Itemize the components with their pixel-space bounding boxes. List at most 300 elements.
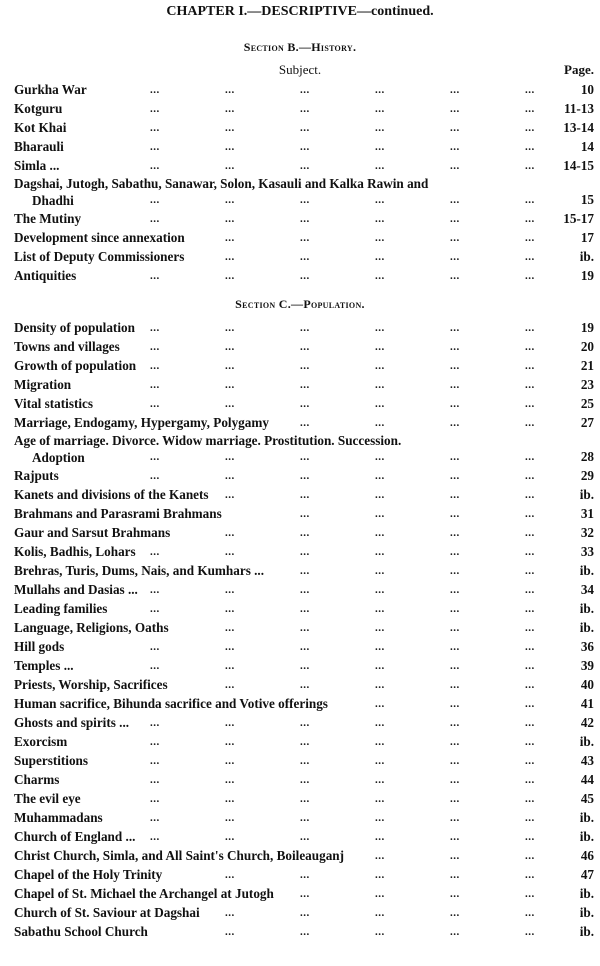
dot-leader [14, 449, 594, 466]
dot-leader [14, 791, 594, 808]
leader-dots: ... [300, 141, 310, 153]
entry-page-number: ib. [579, 620, 594, 635]
leader-dots: ... [300, 812, 310, 824]
entry-title: Age of marriage. Divorce. Widow marriage. Prostitution. Succession. [14, 433, 402, 448]
toc-entry [14, 80, 594, 99]
leader-dots: ... [450, 398, 460, 410]
entry-title: Simla ... [14, 158, 60, 173]
leader-dots: ... [150, 812, 160, 824]
leader-dots: ... [150, 122, 160, 134]
leader-dots: ... [450, 232, 460, 244]
leader-dots: ... [375, 122, 385, 134]
dot-leader [14, 468, 594, 485]
leader-dots: ... [300, 736, 310, 748]
entry-title: The evil eye [14, 791, 81, 806]
leader-dots: ... [225, 213, 235, 225]
leader-dots: ... [525, 717, 535, 729]
leader-dots: ... [375, 360, 385, 372]
entry-page-number: 32 [580, 525, 594, 540]
leader-dots: ... [525, 270, 535, 282]
leader-dots: ... [375, 470, 385, 482]
entry-page-number: 20 [580, 339, 594, 354]
leader-dots: ... [450, 812, 460, 824]
leader-dots: ... [375, 84, 385, 96]
toc-entry [14, 523, 594, 542]
leader-dots: ... [375, 508, 385, 520]
leader-dots: ... [225, 736, 235, 748]
entry-page-number: 33 [580, 544, 594, 559]
entry-title: Kolis, Badhis, Lohars [14, 544, 136, 559]
leader-dots: ... [450, 322, 460, 334]
leader-dots: ... [375, 641, 385, 653]
leader-dots: ... [300, 888, 310, 900]
leader-dots: ... [225, 84, 235, 96]
entry-page-number: 42 [580, 715, 594, 730]
leader-dots: ... [450, 641, 460, 653]
leader-dots: ... [300, 398, 310, 410]
leader-dots: ... [525, 379, 535, 391]
leader-dots: ... [375, 527, 385, 539]
leader-dots: ... [300, 926, 310, 938]
entry-title-continuation: Dhadhi [32, 193, 74, 208]
leader-dots: ... [450, 679, 460, 691]
leader-dots: ... [150, 194, 160, 206]
leader-dots: ... [150, 160, 160, 172]
leader-dots: ... [375, 907, 385, 919]
leader-dots: ... [450, 850, 460, 862]
entry-title: Density of population [14, 320, 135, 335]
leader-dots: ... [225, 717, 235, 729]
toc-entry [14, 884, 594, 903]
entry-page-number: 15 [580, 192, 594, 207]
entry-page-number: 39 [580, 658, 594, 673]
leader-dots: ... [525, 546, 535, 558]
leader-dots: ... [150, 213, 160, 225]
dot-leader [14, 734, 594, 751]
toc-entry [14, 228, 594, 247]
leader-dots: ... [225, 774, 235, 786]
toc-entry [14, 637, 594, 656]
leader-dots: ... [450, 270, 460, 282]
leader-dots: ... [150, 470, 160, 482]
leader-dots: ... [225, 160, 235, 172]
leader-dots: ... [525, 622, 535, 634]
entry-page-number: ib. [579, 563, 594, 578]
leader-dots: ... [375, 850, 385, 862]
entry-title: Antiquities [14, 268, 77, 283]
dot-leader [14, 772, 594, 789]
leader-dots: ... [150, 341, 160, 353]
leader-dots: ... [450, 565, 460, 577]
leader-dots: ... [300, 622, 310, 634]
leader-dots: ... [450, 508, 460, 520]
leader-dots: ... [225, 926, 235, 938]
entry-title: Bharauli [14, 139, 64, 154]
leader-dots: ... [225, 641, 235, 653]
toc-entry [14, 466, 594, 485]
leader-dots: ... [150, 603, 160, 615]
dot-leader [14, 753, 594, 770]
entry-page-number: 45 [580, 791, 594, 806]
entry-page-number: 19 [580, 320, 594, 335]
entry-page-number: 43 [580, 753, 594, 768]
toc-entry [14, 770, 594, 789]
entry-title: Vital statistics [14, 396, 93, 411]
leader-dots: ... [300, 774, 310, 786]
entry-title: Growth of population [14, 358, 137, 373]
dot-leader [14, 158, 594, 175]
entry-title: Superstitions [14, 753, 89, 768]
leader-dots: ... [450, 584, 460, 596]
leader-dots: ... [300, 508, 310, 520]
leader-dots: ... [300, 831, 310, 843]
entry-page-number: 34 [580, 582, 594, 597]
toc-entry [14, 732, 594, 751]
leader-dots: ... [375, 546, 385, 558]
dot-leader [14, 639, 594, 656]
leader-dots: ... [375, 322, 385, 334]
toc-entry [14, 337, 594, 356]
leader-dots: ... [450, 360, 460, 372]
leader-dots: ... [375, 565, 385, 577]
leader-dots: ... [450, 341, 460, 353]
leader-dots: ... [525, 698, 535, 710]
leader-dots: ... [375, 251, 385, 263]
leader-dots: ... [450, 831, 460, 843]
leader-dots: ... [300, 251, 310, 263]
leader-dots: ... [525, 213, 535, 225]
leader-dots: ... [150, 360, 160, 372]
leader-dots: ... [150, 831, 160, 843]
leader-dots: ... [225, 489, 235, 501]
entry-page-number: ib. [579, 905, 594, 920]
toc-entry [14, 789, 594, 808]
leader-dots: ... [300, 793, 310, 805]
leader-dots: ... [375, 489, 385, 501]
leader-dots: ... [375, 926, 385, 938]
leader-dots: ... [150, 84, 160, 96]
entry-title-continuation: Adoption [32, 450, 85, 465]
leader-dots: ... [150, 141, 160, 153]
entry-title: The Mutiny [14, 211, 82, 226]
leader-dots: ... [225, 232, 235, 244]
leader-dots: ... [525, 660, 535, 672]
leader-dots: ... [300, 103, 310, 115]
entry-page-number: ib. [579, 810, 594, 825]
leader-dots: ... [300, 869, 310, 881]
dot-leader [14, 268, 594, 285]
entry-page-number: 25 [580, 396, 594, 411]
leader-dots: ... [225, 322, 235, 334]
toc-entry [14, 137, 594, 156]
leader-dots: ... [225, 103, 235, 115]
leader-dots: ... [525, 232, 535, 244]
leader-dots: ... [225, 660, 235, 672]
leader-dots: ... [300, 755, 310, 767]
leader-dots: ... [525, 888, 535, 900]
leader-dots: ... [525, 736, 535, 748]
leader-dots: ... [150, 641, 160, 653]
leader-dots: ... [525, 84, 535, 96]
entry-title: Kanets and divisions of the Kanets [14, 487, 209, 502]
leader-dots: ... [450, 793, 460, 805]
leader-dots: ... [375, 160, 385, 172]
leader-dots: ... [450, 622, 460, 634]
entry-page-number: ib. [579, 734, 594, 749]
entry-title: Leading families [14, 601, 108, 616]
leader-dots: ... [150, 793, 160, 805]
toc-entry [14, 808, 594, 827]
toc-entry [14, 99, 594, 118]
leader-dots: ... [225, 194, 235, 206]
dot-leader [14, 120, 594, 137]
page-column-header: Page. [564, 62, 594, 77]
section-c-heading: Section C.—Population. [235, 297, 365, 311]
entry-page-number: 21 [580, 358, 594, 373]
leader-dots: ... [450, 888, 460, 900]
entry-title: Chapel of the Holy Trinity [14, 867, 163, 882]
entry-title: Temples ... [14, 658, 74, 673]
leader-dots: ... [225, 141, 235, 153]
toc-entry [14, 542, 594, 561]
toc-entry [14, 432, 594, 466]
toc-entry [14, 209, 594, 228]
entry-page-number: 10 [580, 82, 594, 97]
toc-entry [14, 118, 594, 137]
entry-page-number: ib. [579, 249, 594, 264]
leader-dots: ... [300, 584, 310, 596]
leader-dots: ... [525, 641, 535, 653]
leader-dots: ... [450, 603, 460, 615]
leader-dots: ... [225, 584, 235, 596]
leader-dots: ... [375, 755, 385, 767]
entry-title: Migration [14, 377, 72, 392]
toc-entry [14, 413, 594, 432]
leader-dots: ... [525, 122, 535, 134]
toc-entry [14, 675, 594, 694]
leader-dots: ... [300, 84, 310, 96]
leader-dots: ... [300, 660, 310, 672]
entry-title: Gurkha War [14, 82, 87, 97]
toc-entry [14, 618, 594, 637]
leader-dots: ... [525, 508, 535, 520]
entry-page-number: 40 [580, 677, 594, 692]
dot-leader [14, 377, 594, 394]
leader-dots: ... [225, 398, 235, 410]
entry-title: Priests, Worship, Sacrifices [14, 677, 168, 692]
toc-entry [14, 827, 594, 846]
leader-dots: ... [300, 360, 310, 372]
leader-dots: ... [300, 565, 310, 577]
leader-dots: ... [375, 398, 385, 410]
leader-dots: ... [300, 322, 310, 334]
leader-dots: ... [375, 341, 385, 353]
leader-dots: ... [375, 379, 385, 391]
leader-dots: ... [525, 417, 535, 429]
entry-title: Language, Religions, Oaths [14, 620, 169, 635]
leader-dots: ... [225, 379, 235, 391]
dot-leader [14, 139, 594, 156]
dot-leader [14, 192, 594, 209]
leader-dots: ... [525, 141, 535, 153]
leader-dots: ... [225, 451, 235, 463]
leader-dots: ... [225, 907, 235, 919]
leader-dots: ... [450, 926, 460, 938]
entry-page-number: 28 [580, 449, 594, 464]
leader-dots: ... [150, 717, 160, 729]
entry-page-number: ib. [579, 924, 594, 939]
leader-dots: ... [525, 812, 535, 824]
leader-dots: ... [525, 679, 535, 691]
leader-dots: ... [150, 451, 160, 463]
leader-dots: ... [450, 160, 460, 172]
leader-dots: ... [450, 907, 460, 919]
entry-title: Marriage, Endogamy, Hypergamy, Polygamy [14, 415, 269, 430]
leader-dots: ... [375, 774, 385, 786]
leader-dots: ... [375, 103, 385, 115]
leader-dots: ... [150, 270, 160, 282]
leader-dots: ... [525, 489, 535, 501]
toc-entry [14, 713, 594, 732]
section-b-heading: Section B.—History. [243, 40, 357, 54]
leader-dots: ... [375, 888, 385, 900]
leader-dots: ... [375, 584, 385, 596]
toc-entry [14, 247, 594, 266]
toc-entry [14, 356, 594, 375]
leader-dots: ... [450, 774, 460, 786]
leader-dots: ... [150, 398, 160, 410]
entry-title: Mullahs and Dasias ... [14, 582, 138, 597]
leader-dots: ... [450, 417, 460, 429]
leader-dots: ... [225, 251, 235, 263]
leader-dots: ... [300, 122, 310, 134]
dot-leader [14, 82, 594, 99]
leader-dots: ... [450, 717, 460, 729]
dot-leader [14, 211, 594, 228]
toc-entry [14, 599, 594, 618]
leader-dots: ... [225, 793, 235, 805]
leader-dots: ... [375, 417, 385, 429]
entry-page-number: 44 [580, 772, 594, 787]
entry-title: Towns and villages [14, 339, 120, 354]
history-entries [14, 80, 594, 285]
leader-dots: ... [225, 622, 235, 634]
toc-entry [14, 175, 594, 209]
entry-page-number: 27 [580, 415, 594, 430]
entry-title: Kotguru [14, 101, 63, 116]
leader-dots: ... [375, 603, 385, 615]
entry-title: Church of St. Saviour at Dagshai [14, 905, 200, 920]
leader-dots: ... [525, 322, 535, 334]
leader-dots: ... [225, 270, 235, 282]
leader-dots: ... [225, 869, 235, 881]
leader-dots: ... [450, 736, 460, 748]
leader-dots: ... [450, 546, 460, 558]
leader-dots: ... [225, 360, 235, 372]
leader-dots: ... [225, 341, 235, 353]
leader-dots: ... [375, 194, 385, 206]
entry-page-number: 19 [580, 268, 594, 283]
leader-dots: ... [375, 698, 385, 710]
entry-title: Church of England ... [14, 829, 136, 844]
leader-dots: ... [375, 736, 385, 748]
leader-dots: ... [375, 451, 385, 463]
leader-dots: ... [225, 812, 235, 824]
leader-dots: ... [525, 341, 535, 353]
entry-title: Muhammadans [14, 810, 103, 825]
leader-dots: ... [375, 793, 385, 805]
leader-dots: ... [450, 698, 460, 710]
leader-dots: ... [375, 831, 385, 843]
leader-dots: ... [450, 755, 460, 767]
entry-page-number: 13-14 [563, 120, 594, 135]
leader-dots: ... [525, 793, 535, 805]
toc-entry [14, 394, 594, 413]
leader-dots: ... [450, 379, 460, 391]
toc-entry [14, 318, 594, 337]
leader-dots: ... [450, 251, 460, 263]
entry-page-number: ib. [579, 487, 594, 502]
toc-entry [14, 485, 594, 504]
population-entries [14, 318, 594, 941]
leader-dots: ... [375, 812, 385, 824]
leader-dots: ... [450, 489, 460, 501]
leader-dots: ... [300, 641, 310, 653]
leader-dots: ... [300, 194, 310, 206]
leader-dots: ... [300, 603, 310, 615]
leader-dots: ... [300, 379, 310, 391]
entry-page-number: 46 [580, 848, 594, 863]
toc-entry [14, 922, 594, 941]
toc-entry [14, 903, 594, 922]
toc-entry [14, 846, 594, 865]
chapter-title: CHAPTER I.—DESCRIPTIVE—continued. [166, 4, 434, 19]
leader-dots: ... [450, 869, 460, 881]
leader-dots: ... [525, 470, 535, 482]
leader-dots: ... [375, 213, 385, 225]
leader-dots: ... [450, 451, 460, 463]
leader-dots: ... [300, 527, 310, 539]
leader-dots: ... [525, 194, 535, 206]
leader-dots: ... [450, 84, 460, 96]
leader-dots: ... [375, 141, 385, 153]
entry-title: Charms [14, 772, 60, 787]
entry-page-number: 47 [580, 867, 594, 882]
leader-dots: ... [300, 160, 310, 172]
entry-page-number: 36 [580, 639, 594, 654]
leader-dots: ... [225, 603, 235, 615]
entry-page-number: 23 [580, 377, 594, 392]
entry-page-number: 11-13 [563, 101, 594, 116]
entry-page-number: 15-17 [563, 211, 594, 226]
entry-title: Chapel of St. Michael the Archangel at Jutogh [14, 886, 274, 901]
entry-page-number: ib. [579, 601, 594, 616]
leader-dots: ... [525, 907, 535, 919]
entry-title: Hill gods [14, 639, 65, 654]
toc-entry [14, 266, 594, 285]
leader-dots: ... [375, 270, 385, 282]
leader-dots: ... [375, 232, 385, 244]
entry-title: Sabathu School Church [14, 924, 148, 939]
leader-dots: ... [225, 546, 235, 558]
toc-entry [14, 561, 594, 580]
toc-entry [14, 504, 594, 523]
leader-dots: ... [150, 755, 160, 767]
entry-page-number: 29 [580, 468, 594, 483]
toc-entry [14, 694, 594, 713]
leader-dots: ... [525, 565, 535, 577]
leader-dots: ... [525, 774, 535, 786]
